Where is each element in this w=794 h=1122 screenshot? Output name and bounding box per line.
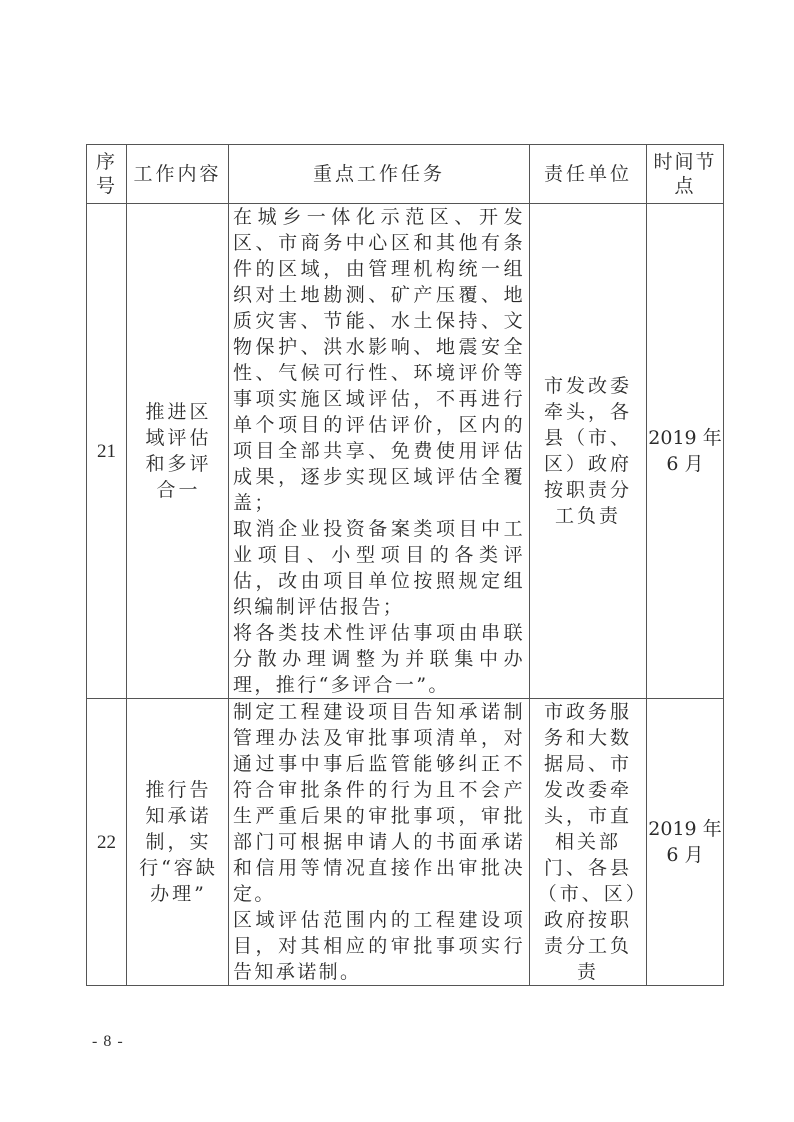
key-task-cell (229, 204, 530, 699)
task-table (86, 144, 724, 986)
key-task-cell (229, 699, 530, 986)
table-header-row (87, 145, 724, 204)
header-unit: 责任单位 (530, 145, 647, 204)
header-time: 时间节点 (647, 145, 724, 204)
row-number: 21 (87, 204, 127, 699)
responsible-unit-cell (530, 204, 647, 699)
header-task: 重点工作任务 (229, 145, 530, 204)
time-node-cell (647, 204, 724, 699)
time-year: 2019 年 (648, 818, 722, 840)
time-year: 2019 年 (648, 427, 722, 449)
work-content: 推进区域评估和多评合一 (145, 401, 212, 501)
key-task (229, 204, 529, 698)
task-paragraph: 制定工程建设项目告知承诺制管理办法及审批事项清单，对通过事中事后监管能够纠正不符合审批条件的行为且不会产生严重后果的审批事项，审批部门可根据申请人的书面承诺和信用等情况直接作出审批决定。 (233, 701, 525, 905)
page-number: - 8 - (92, 1033, 124, 1050)
task-paragraph: 将各类技术性评估事项由串联分散办理调整为并联集中办理，推行“多评合一”。 (233, 622, 525, 696)
header-no: 序号 (87, 145, 127, 204)
task-paragraph: 区域评估范围内的工程建设项目，对其相应的审批事项实行告知承诺制。 (233, 909, 525, 983)
time-month: 6 月 (666, 844, 704, 866)
responsible-unit: 市发改委牵头，各县（市、区）政府按职责分工负责 (543, 375, 632, 527)
responsible-unit-cell (530, 699, 647, 986)
work-content-cell (127, 699, 229, 986)
time-month: 6 月 (666, 453, 704, 475)
task-paragraph: 在城乡一体化示范区、开发区、市商务中心区和其他有条件的区域，由管理机构统一组织对土地勘测、矿产压覆、地质灾害、节能、水土保持、文物保护、洪水影响、地震安全性、气候可行性、环境评价等事项实施区域评估，不再进行单个项目的评估评价，区内的项目全部共享、免费使用评估成果，逐步实现区域评估全覆盖； (233, 206, 525, 514)
header-content: 工作内容 (127, 145, 229, 204)
work-content-cell (127, 204, 229, 699)
responsible-unit: 市政务服务和大数据局、市发改委牵头，市直相关部门、各县（市、区）政府按职责分工负责 (537, 701, 639, 983)
time-node (647, 425, 723, 477)
task-paragraph: 取消企业投资备案类项目中工业项目、小型项目的各类评估，改由项目单位按照规定组织编制评估报告； (233, 518, 525, 618)
work-content: 推行告知承诺制，实行“容缺办理” (139, 779, 218, 905)
row-number: 22 (87, 699, 127, 986)
table-row (87, 204, 724, 699)
table-row (87, 699, 724, 986)
key-task (229, 699, 529, 985)
time-node-cell (647, 699, 724, 986)
time-node (647, 816, 723, 868)
